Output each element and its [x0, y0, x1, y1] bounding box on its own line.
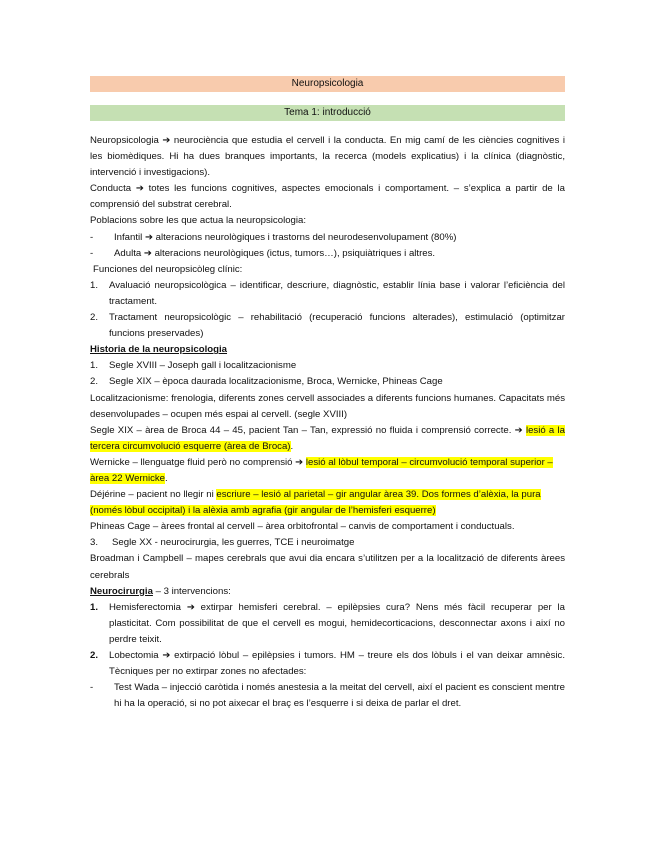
- paragraph-phineas: Phineas Cage – àrees frontal al cervell – àrea orbitofrontal – canvis de comportament i conductuals.: [90, 521, 515, 533]
- paragraph-broca: [90, 423, 565, 455]
- list-item: [90, 535, 565, 551]
- term: Lobectomia: [109, 650, 159, 661]
- list-item-text: Segle XIX – època daurada localitzacionisme, Broca, Wernicke, Phineas Cage: [109, 376, 443, 388]
- number-marker: 2.: [90, 650, 99, 661]
- list-item: [90, 600, 565, 648]
- heading-text: Neurocirurgia: [90, 585, 153, 597]
- definition: extirpació lòbul – epilèpsies i tumors. HM – treure els dos lòbuls i el van deixar amnèsic. Tècniques per no extirpar zones no afectades:: [109, 650, 565, 678]
- highlighted-text: escriure – lesió al parietal – gir angular àrea 39. Dos formes d’alèxia, la pura (només lòbul occipital) i la alèxia amb agrafia (gir angular de l’hemisferi esquerre): [90, 489, 541, 517]
- highlighted-text: lesió al lòbul temporal – circumvolució temporal superior – àrea 22 Wernicke: [90, 456, 553, 484]
- list-item: [90, 358, 565, 374]
- number-marker: 2.: [90, 312, 99, 324]
- number-marker: 2.: [90, 376, 99, 388]
- arrow-icon: ➔: [162, 650, 171, 661]
- definition: totes les funcions cognitives, aspectes emocionals i comportament. – s’explica a partir de la comprensió del substrat cerebral.: [90, 183, 565, 211]
- section-title: Tema 1: introducció: [90, 105, 565, 121]
- arrow-icon: ➔: [295, 456, 304, 468]
- definition: extirpar hemisferi cerebral. – epilèpsies cura? Nens més fàcil recuperar per la plasticitat. Com possibilitat de que el cervell es mogui, hemidecorticacions, desconnectar axons i així no perdre teixit.: [109, 601, 565, 645]
- term: Infantil: [114, 231, 143, 243]
- paragraph-conducta: [90, 181, 565, 213]
- arrow-icon: ➔: [186, 601, 195, 613]
- term: Neuropsicologia: [90, 135, 159, 146]
- number-marker: 1.: [90, 360, 99, 372]
- text: .: [290, 440, 294, 452]
- list-item-text: Test Wada – injecció caròtida i només anestesia a la meitat del cervell, així el pacient es conscient mentre hi ha la operació, si no pot aixecar el braç es l’esquerre i si deixa de parlar el dret.: [114, 682, 565, 710]
- list-item-text: Segle XX - neurocirurgia, les guerres, TCE i neuroimatge: [112, 537, 355, 549]
- list-item-text: Avaluació neuropsicològica – identificar, descriure, diagnòstic, establir línia base i valorar l’eficiència del tractament.: [109, 279, 565, 307]
- list-item: [90, 310, 565, 342]
- paragraph-dejerine: [90, 487, 565, 519]
- neurocirurgia-heading: [90, 584, 565, 600]
- dash-marker: -: [90, 231, 94, 243]
- list-item: [90, 374, 565, 390]
- list-item: [90, 648, 565, 680]
- arrow-icon: ➔: [143, 247, 152, 259]
- number-marker: 3.: [90, 537, 99, 549]
- list-item: [90, 230, 565, 246]
- number-marker: 1.: [90, 279, 99, 291]
- term: Conducta: [90, 183, 132, 195]
- list-item: [90, 680, 565, 712]
- arrow-icon: ➔: [144, 231, 153, 243]
- history-heading: Historia de la neuropsicologia: [90, 344, 228, 356]
- list-item-text: Segle XVIII – Joseph gall i localitzacionisme: [109, 360, 297, 372]
- paragraph-funcions: Funciones del neuropsicòleg clínic:: [93, 263, 243, 275]
- definition: neurociència que estudia el cervell i la conducta. En mig camí de les ciències cognitives i les biomèdiques. Hi ha dues branques importants, la recerca (models explicatius) i la clínica (diagnòstic, intervenció i investigacions).: [90, 135, 565, 179]
- list-item: [90, 246, 565, 262]
- text: .: [165, 472, 168, 484]
- list-item: [90, 278, 565, 310]
- definition: alteracions neurològiques i trastorns del neurodesenvolupament (80%): [153, 231, 457, 243]
- paragraph-localitzacionisme: Localitzacionisme: frenologia, diferents zones cervell associades a diferents funcions humanes. Capacitats més desenvolupades – ocupen més espai al cervell. (segle XVIII): [90, 392, 565, 420]
- text: Wernicke – llenguatge fluid però no comprensió: [90, 456, 296, 468]
- dash-marker: -: [90, 247, 94, 259]
- term: Adulta: [114, 247, 142, 259]
- list-item-text: [114, 230, 565, 246]
- list-item-text: Tractament neuropsicològic – rehabilitació (recuperació funcions alterades), estimulació (optimitzar funcions preservades): [109, 312, 565, 340]
- arrow-icon: ➔: [514, 424, 523, 436]
- dash-marker: -: [90, 682, 94, 694]
- list-item-text: [109, 600, 565, 648]
- highlighted-text: lesió a la tercera circumvolució esquerre (àrea de Broca): [90, 424, 565, 452]
- arrow-icon: ➔: [135, 183, 144, 195]
- paragraph-poblacions: Poblacions sobre les que actua la neuropsicologia:: [90, 215, 306, 227]
- document-title: Neuropsicologia: [90, 76, 565, 92]
- text: Déjérine – pacient no llegir ni: [90, 489, 217, 501]
- document-page: [90, 76, 565, 712]
- text: Segle XIX – àrea de Broca 44 – 45, pacient Tan – Tan, expressió no fluida i comprensió correcte.: [90, 424, 515, 436]
- term: Hemisferectomia: [109, 601, 181, 613]
- paragraph-wernicke: [90, 455, 565, 487]
- paragraph-broadman: Broadman i Campbell – mapes cerebrals que avui dia encara s’utilitzen per a la localització de diferents àrees cerebrals: [90, 553, 565, 581]
- paragraph-neuropsicologia: [90, 133, 565, 181]
- text: – 3 intervencions:: [152, 585, 231, 597]
- number-marker: 1.: [90, 601, 99, 613]
- list-item-text: [109, 648, 565, 680]
- list-item-text: [114, 246, 565, 262]
- definition: alteracions neurològiques (ictus, tumors…), psiquiàtriques i altres.: [151, 247, 436, 259]
- arrow-icon: ➔: [162, 135, 171, 146]
